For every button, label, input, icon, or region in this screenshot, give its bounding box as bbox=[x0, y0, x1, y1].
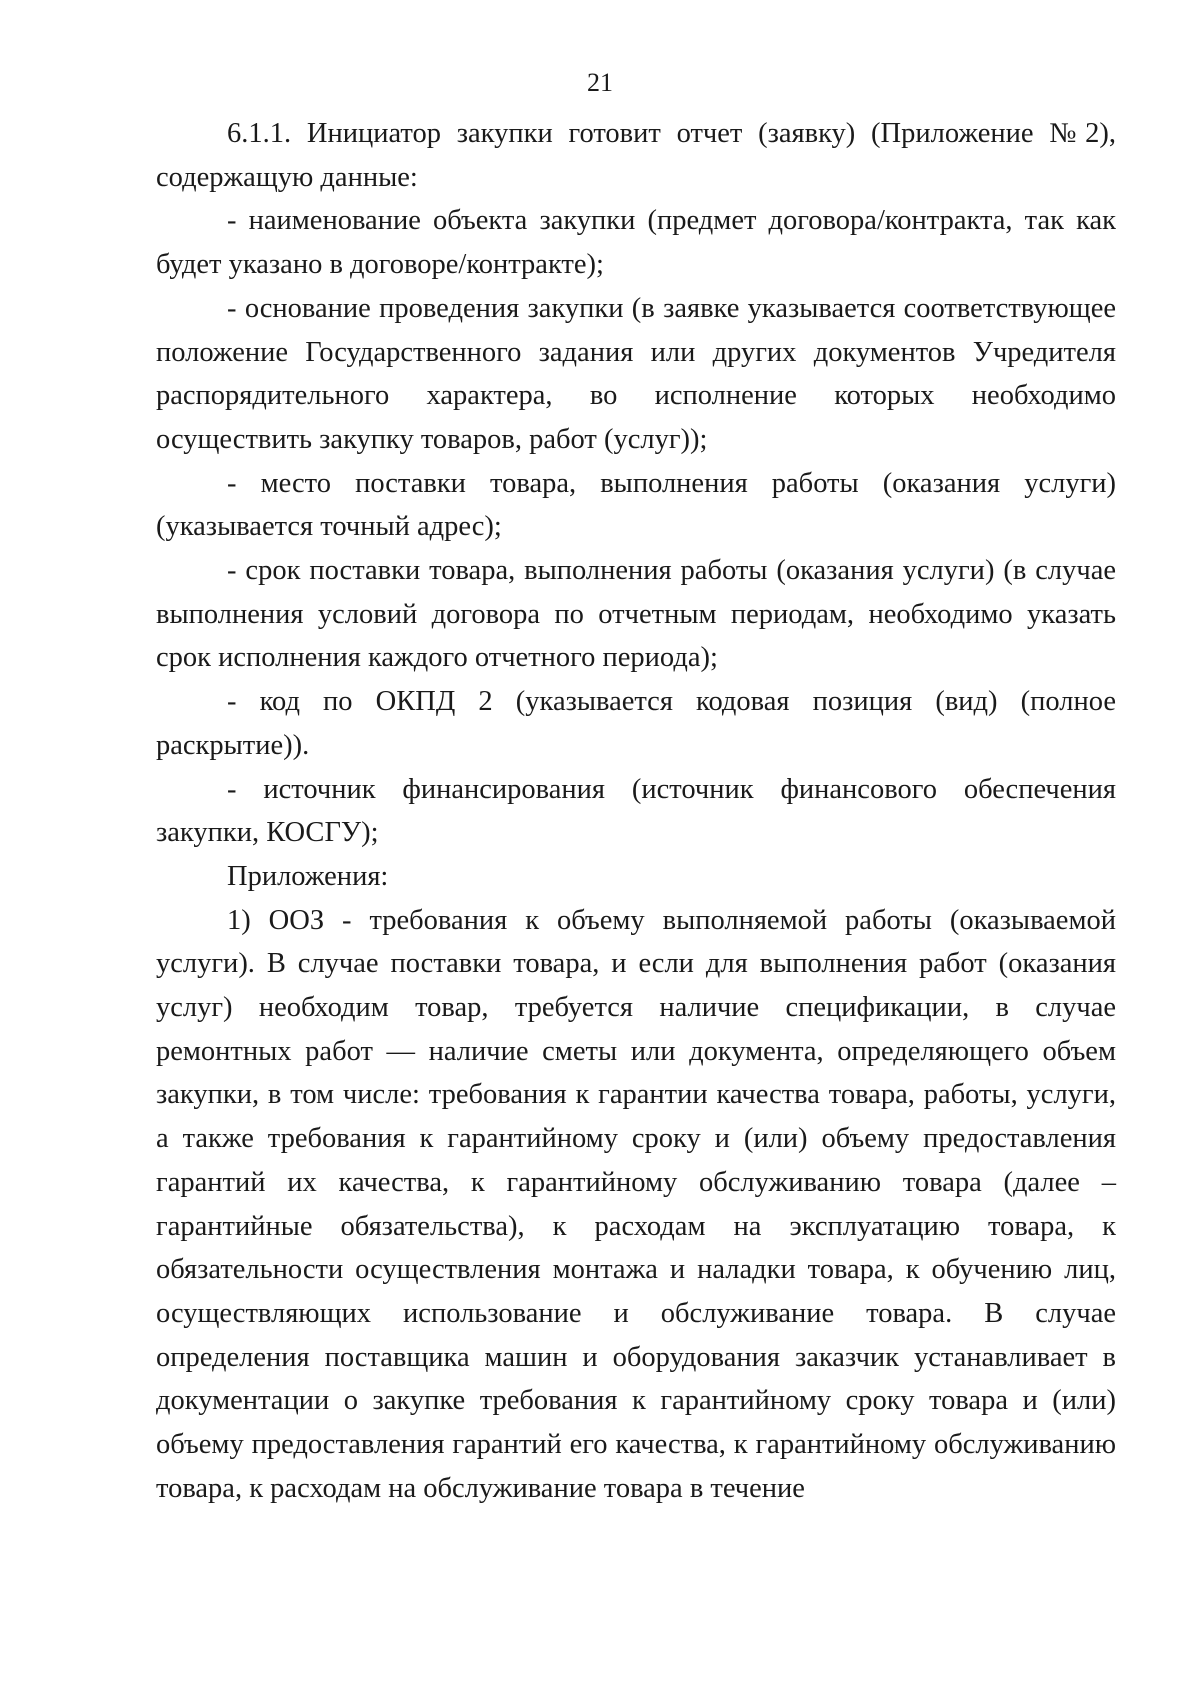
document-body bbox=[156, 112, 1116, 1511]
list-item-okpd2-code: - код по ОКПД 2 (указывается кодовая позиция (вид) (полное раскрытие)). bbox=[156, 686, 1116, 761]
paragraph-6-1-1: 6.1.1. Инициатор закупки готовит отчет (заявку) (Приложение №2), содержащую данные: bbox=[156, 118, 1116, 193]
appendices-heading: Приложения: bbox=[227, 860, 389, 892]
list-item-delivery-term: - срок поставки товара, выполнения работы (оказания услуги) (в случае выполнения условий договора по отчетным периодам, необходимо указать срок исполнения каждого отчетного периода); bbox=[156, 555, 1116, 674]
list-item-procurement-basis: - основание проведения закупки (в заявке указывается соответствующее положение Государственного задания или других документов Учредителя распорядительного характера, во исполнение которых необходимо осуществить закупку товаров, работ (услуг)); bbox=[156, 292, 1116, 455]
list-item-object-name: - наименование объекта закупки (предмет договора/контракта, так как будет указано в договоре/контракте); bbox=[156, 205, 1116, 281]
page-number: 21 bbox=[587, 68, 613, 97]
list-item-delivery-place: - место поставки товара, выполнения работы (оказания услуги) (указывается точный адрес); bbox=[156, 467, 1116, 543]
appendix-item-1: 1) ООЗ - требования к объему выполняемой работы (оказываемой услуги). В случае поставки товара, и если для выполнения работ (оказания услуг) необходим товар, требуется наличие спецификации, в случае ремонтных работ — наличие сметы или документа, определяющего объем закупки, в том числе: требования к гарантии качества товара, работы, услуги, а также требования к гарантийному сроку и (или) объему предоставления гарантий их качества, к гарантийному обслуживанию товара (далее – гарантийные обязательства), к расходам на эксплуатацию товара, к обязательности осуществления монтажа и наладки товара, к обучению лиц, осуществляющих использование и обслуживание товара. В случае определения поставщика машин и оборудования заказчик устанавливает в документации о закупке требования к гарантийному сроку товара и (или) объему предоставления гарантий его качества, к гарантийному обслуживанию товара, к расходам на обслуживание товара в течение bbox=[156, 904, 1116, 1504]
list-item-funding-source: - источник финансирования (источник финансового обеспечения закупки, КОСГУ); bbox=[156, 773, 1116, 849]
